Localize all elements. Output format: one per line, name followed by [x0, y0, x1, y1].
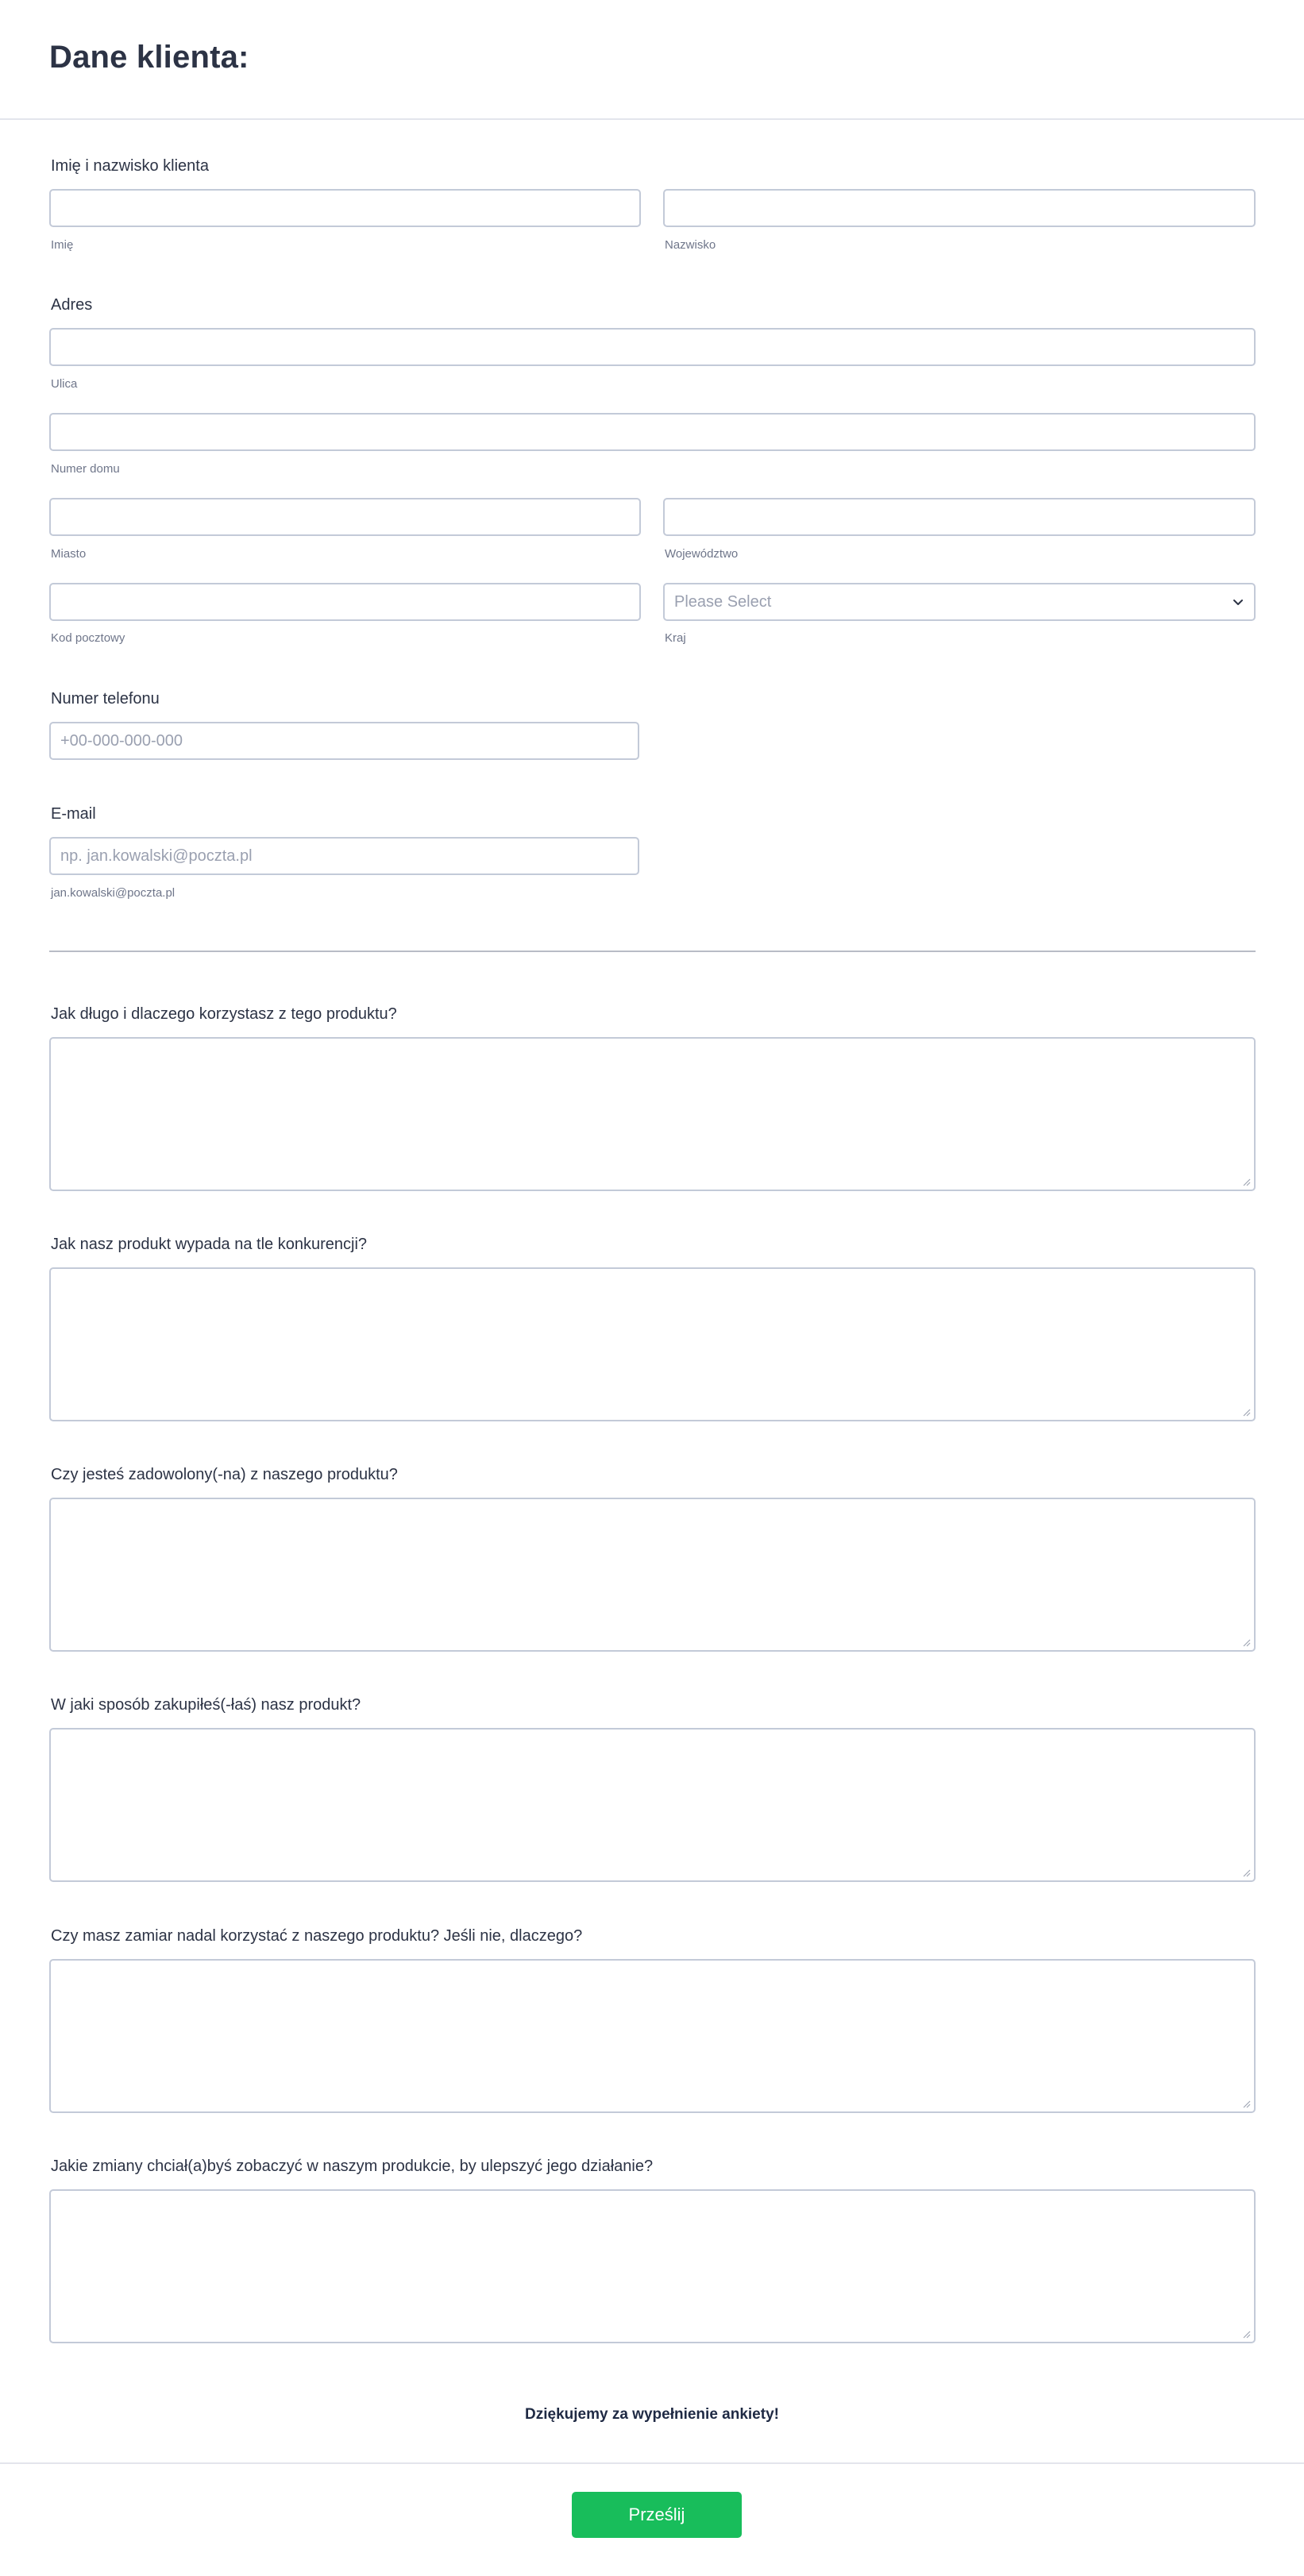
- footer-divider: [0, 2462, 1304, 2464]
- city-sublabel: Miasto: [51, 547, 87, 561]
- street-input[interactable]: [49, 328, 1256, 366]
- house-number-sublabel: Numer domu: [51, 462, 120, 476]
- postal-code-input[interactable]: [49, 583, 641, 621]
- country-select[interactable]: [663, 583, 1256, 621]
- resize-grip-icon[interactable]: [1241, 1407, 1251, 1417]
- question-label: W jaki sposób zakupiłeś(-łaś) nasz produkt?: [51, 1696, 361, 1714]
- phone-input[interactable]: [49, 722, 639, 760]
- chevron-down-icon: [1232, 596, 1244, 608]
- resize-grip-icon[interactable]: [1241, 1177, 1251, 1186]
- name-label: Imię i nazwisko klienta: [51, 157, 209, 175]
- question-label: Jak długo i dlaczego korzystasz z tego produktu?: [51, 1005, 397, 1023]
- email-input[interactable]: [49, 837, 639, 875]
- question-label: Czy masz zamiar nadal korzystać z naszego produktu? Jeśli nie, dlaczego?: [51, 1927, 583, 1945]
- phone-label: Numer telefonu: [51, 690, 160, 708]
- header-divider: [0, 118, 1304, 120]
- last-name-input[interactable]: [663, 189, 1256, 227]
- question-label: Jak nasz produkt wypada na tle konkurencji?: [51, 1236, 368, 1253]
- email-label: E-mail: [51, 805, 96, 823]
- page-title: Dane klienta:: [49, 40, 249, 75]
- address-label: Adres: [51, 296, 93, 314]
- resize-grip-icon[interactable]: [1241, 2329, 1251, 2339]
- question-label: Czy jesteś zadowolony(-na) z naszego produktu?: [51, 1466, 398, 1483]
- thanks-message: Dziękujemy za wypełnienie ankiety!: [525, 2406, 779, 2423]
- country-sublabel: Kraj: [665, 631, 686, 645]
- question-6-textarea[interactable]: [49, 2189, 1256, 2343]
- submit-button[interactable]: Prześlij: [572, 2492, 742, 2538]
- first-name-input[interactable]: [49, 189, 641, 227]
- email-sublabel: jan.kowalski@poczta.pl: [51, 886, 176, 900]
- question-4-textarea[interactable]: [49, 1728, 1256, 1882]
- street-sublabel: Ulica: [51, 377, 78, 391]
- country-select-value: Please Select: [674, 592, 772, 611]
- question-3-textarea[interactable]: [49, 1498, 1256, 1652]
- question-5-textarea[interactable]: [49, 1959, 1256, 2113]
- resize-grip-icon[interactable]: [1241, 1868, 1251, 1877]
- house-number-input[interactable]: [49, 413, 1256, 451]
- last-name-sublabel: Nazwisko: [665, 238, 716, 252]
- province-sublabel: Województwo: [665, 547, 739, 561]
- province-input[interactable]: [663, 498, 1256, 536]
- question-1-textarea[interactable]: [49, 1037, 1256, 1191]
- resize-grip-icon[interactable]: [1241, 1637, 1251, 1647]
- postal-code-sublabel: Kod pocztowy: [51, 631, 125, 645]
- question-label: Jakie zmiany chciał(a)byś zobaczyć w naszym produkcie, by ulepszyć jego działanie?: [51, 2158, 654, 2175]
- section-divider: [49, 951, 1256, 952]
- question-2-textarea[interactable]: [49, 1267, 1256, 1421]
- first-name-sublabel: Imię: [51, 238, 74, 252]
- resize-grip-icon[interactable]: [1241, 2099, 1251, 2108]
- city-input[interactable]: [49, 498, 641, 536]
